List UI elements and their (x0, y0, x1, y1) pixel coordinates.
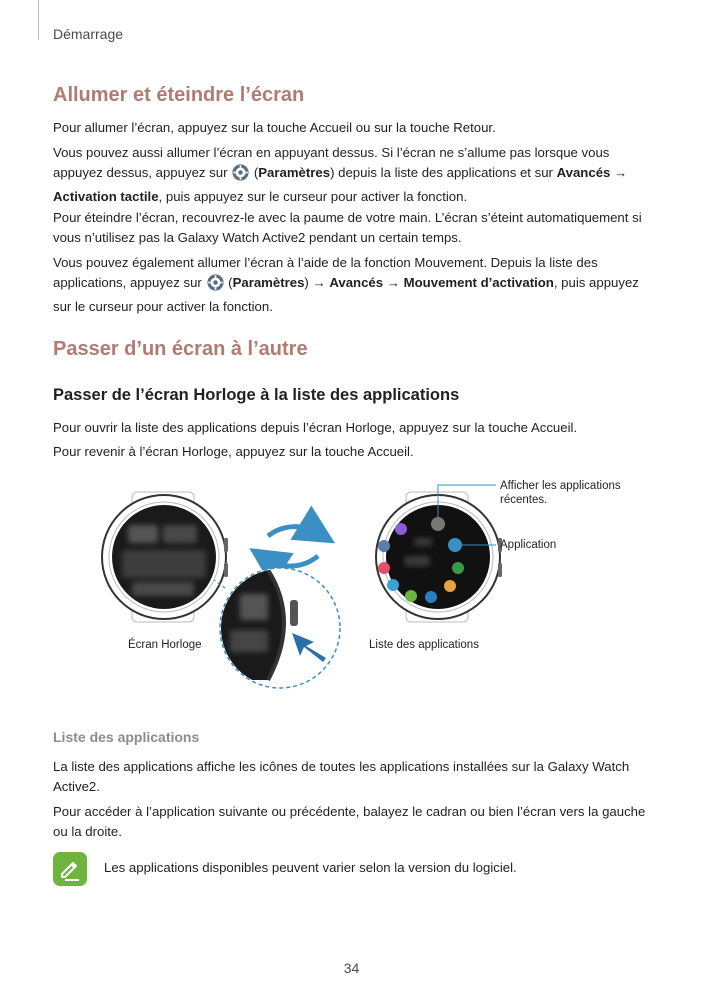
p2-advanced: Avancés (556, 165, 611, 180)
p2-text-b: depuis la liste des applications et sur (338, 165, 553, 180)
switch-paragraph-2: Pour revenir à l’écran Horloge, appuyez sur la touche Accueil. (53, 444, 414, 459)
page-edge-line (38, 0, 39, 40)
p2-text-a: Vous pouvez aussi allumer l’écran en appuyant dessus. Si l’écran ne s’allume pas lorsque vous appuyez dessus, appuyez sur (53, 145, 610, 180)
app-icon (448, 538, 462, 552)
p4-settings: Paramètres (232, 275, 305, 290)
switch-arrows-icon (266, 527, 318, 566)
p4-text-b: , puis appuyez sur le curseur pour activer la fonction. (53, 275, 639, 314)
section-label: Démarrage (53, 26, 124, 42)
p4-arrow-1: → (312, 275, 326, 290)
heading-apps-list: Liste des applications (53, 729, 200, 745)
p2-arrow: → (614, 165, 628, 180)
p2-activation: Activation tactile (53, 189, 159, 204)
settings-gear-icon (232, 164, 249, 187)
power-paragraph-4: Vous pouvez également allumer l’écran à l’aide de la fonction Mouvement. Depuis la liste des applications, appuyez sur (Paramètres) → Avancés → Mouvement d’activation, puis appuyez sur le curseur pour activer la fonction. (53, 255, 639, 314)
label-apps-list: Liste des applications (369, 639, 479, 651)
label-clock-screen: Écran Horloge (128, 639, 202, 651)
apps-watch (376, 492, 502, 622)
power-paragraph-2: Vous pouvez aussi allumer l’écran en appuyant dessus. Si l’écran ne s’allume pas lorsque vous appuyez dessus, appuyez sur (Paramètres) depuis la liste des applications et sur Avancés → Activation tactile, puis appuyez sur le curseur pour activer la fonction. (53, 145, 628, 204)
p4-motion: Mouvement d’activation (403, 275, 554, 290)
power-paragraph-3: Pour éteindre l’écran, recouvrez-le avec la paume de votre main. L’écran s’éteint automatiquement si vous n’utilisez pas la Galaxy Watch Active2 pendant un certain temps. (53, 210, 642, 245)
watch-figure (0, 470, 703, 710)
p4-arrow-2: → (386, 275, 400, 290)
subheading-clock-to-apps: Passer de l’écran Horloge à la liste des applications (53, 386, 460, 404)
note-text: Les applications disponibles peuvent varier selon la version du logiciel. (104, 860, 517, 875)
p2-text-c: , puis appuyez sur le curseur pour activer la fonction. (158, 189, 468, 204)
label-recent-apps-line2: récentes. (500, 494, 548, 506)
switch-paragraph-1: Pour ouvrir la liste des applications depuis l’écran Horloge, appuyez sur la touche Accueil. (53, 420, 578, 435)
note-icon (53, 852, 87, 891)
p4-advanced: Avancés (329, 275, 384, 290)
page-number: 34 (343, 960, 360, 976)
label-application: Application (500, 539, 557, 551)
home-key-zoom (210, 568, 340, 688)
apps-list-paragraph-2: Pour accéder à l’application suivante ou précédente, balayez le cadran ou bien l’écran vers la gauche ou la droite. (53, 804, 646, 839)
clock-watch (102, 492, 228, 622)
power-paragraph-1: Pour allumer l’écran, appuyez sur la touche Accueil ou sur la touche Retour. (53, 120, 496, 135)
p4-text-a: Vous pouvez également allumer l’écran à l’aide de la fonction Mouvement. Depuis la liste des applications, appuyez sur (53, 255, 598, 290)
label-recent-apps-line1: Afficher les applications (500, 480, 621, 492)
settings-gear-icon (207, 274, 224, 297)
recent-apps-icon (431, 517, 445, 531)
heading-switch: Passer d’un écran à l’autre (53, 338, 308, 360)
apps-list-paragraph-1: La liste des applications affiche les icônes de toutes les applications installées sur la Galaxy Watch Active2. (53, 759, 630, 794)
p2-settings: Paramètres (258, 165, 331, 180)
heading-power: Allumer et éteindre l’écran (53, 84, 305, 106)
